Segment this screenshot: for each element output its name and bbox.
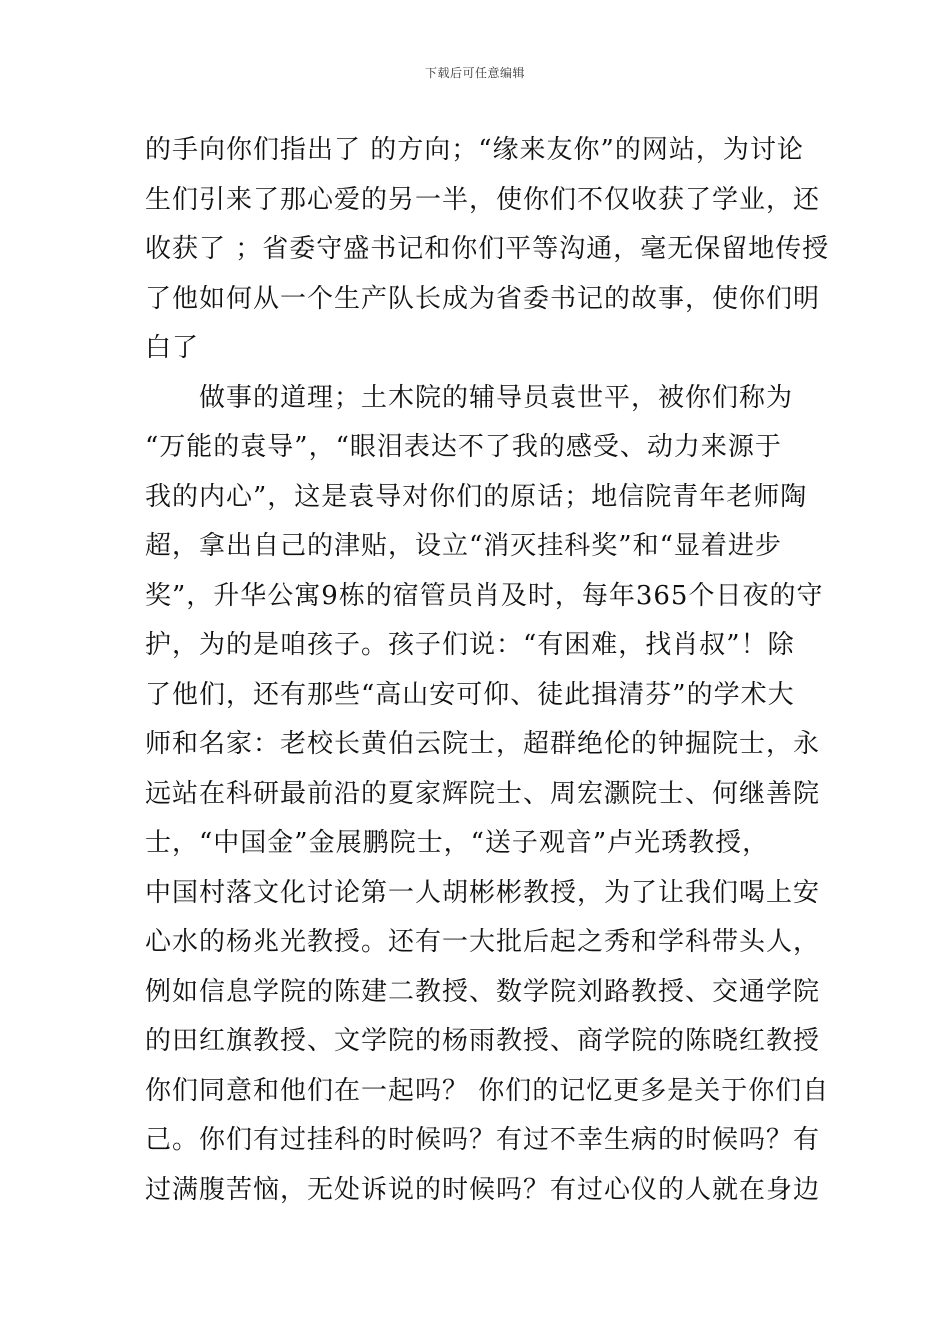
text-line: 奖”，升华公寓9栋的宿管员肖及时，每年365个日夜的守 — [145, 580, 824, 611]
text-line: 的田红旗教授、文学院的杨雨教授、商学院的陈晓红教授 — [145, 1026, 821, 1056]
text-line: 你们同意和他们在一起吗？ 你们的记忆更多是关于你们自 — [145, 1075, 830, 1106]
text-line: 了他们，还有那些“高山安可仰、徒此揖清芬”的学术大 — [145, 679, 795, 710]
text-line: 远站在科研最前沿的夏家辉院士、周宏灏院士、何继善院 — [145, 778, 821, 809]
text-line: 护，为的是咱孩子。孩子们说：“有困难，找肖叔”！除 — [145, 630, 795, 660]
text-line: 师和名家：老校长黄伯云院士，超群绝伦的钟掘院士，永 — [145, 729, 821, 759]
text-line: 收获了 ；省委守盛书记和你们平等沟通，毫无保留地传授 — [145, 234, 830, 264]
text-line: 白了 — [145, 333, 200, 363]
text-line: 士，“中国金”金展鹏院士，“送子观音”卢光琇教授， — [145, 828, 770, 858]
text-line: 中国村落文化讨论第一人胡彬彬教授，为了让我们喝上安 — [145, 877, 821, 908]
header-note: 下载后可任意编辑 — [424, 66, 525, 80]
text-line: 己。你们有过挂科的时候吗？有过不幸生病的时候吗？有 — [145, 1125, 821, 1155]
text-line: 我的内心”，这是袁导对你们的原话；地信院青年老师陶 — [145, 481, 808, 512]
body-text — [145, 126, 830, 1215]
text-line: “万能的袁导”，“眼泪表达不了我的感受、动力来源于 — [145, 432, 782, 462]
text-line: 心水的杨兆光教授。还有一大批后起之秀和学科带头人， — [145, 927, 821, 957]
text-line: 了他如何从一个生产队长成为省委书记的故事，使你们明 — [145, 283, 821, 314]
paragraph-first-line: 做事的道理；土木院的辅导员袁世平，被你们称为 — [199, 382, 794, 413]
text-line: 生们引来了那心爱的另一半，使你们不仅收获了学业，还 — [145, 184, 821, 215]
text-line: 超，拿出自己的津贴，设立“消灭挂科奖”和“显着进步 — [145, 531, 782, 561]
text-line: 例如信息学院的陈建二教授、数学院刘路教授、交通学院 — [145, 976, 821, 1007]
text-line: 过满腹苦恼，无处诉说的时候吗？有过心仪的人就在身边 — [145, 1174, 821, 1205]
text-line: 的手向你们指出了 的方向；“缘来友你”的网站，为讨论 — [145, 135, 804, 165]
